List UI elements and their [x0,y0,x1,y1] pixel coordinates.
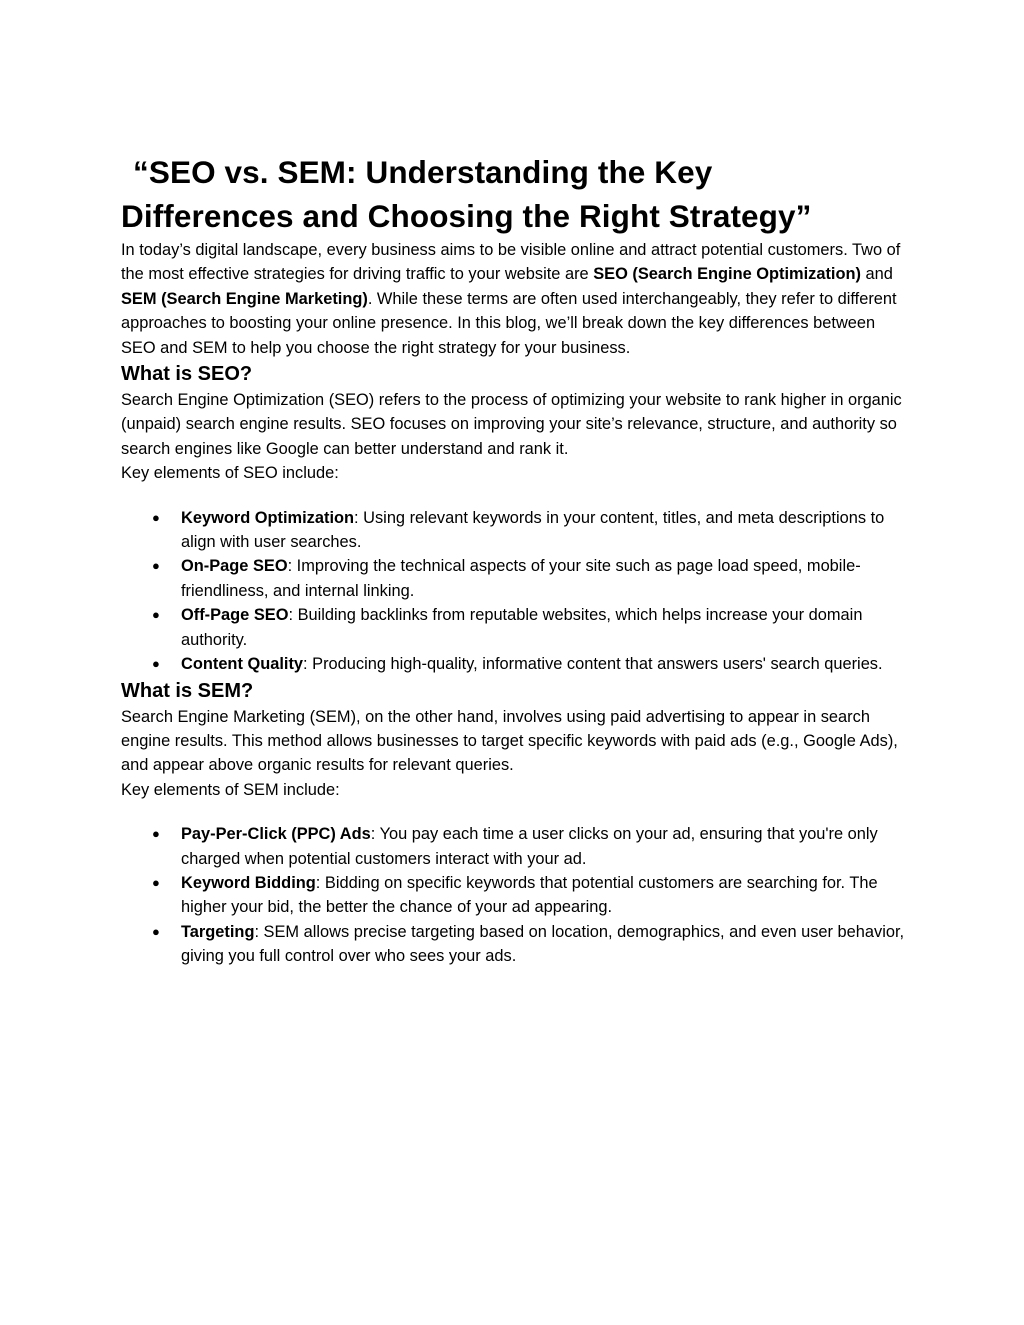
list-item-term: Pay-Per-Click (PPC) Ads [181,825,371,844]
list-item-text: : Improving the technical aspects of your site such as page load speed, mobile-friendliness, and internal linking. [181,557,861,600]
intro-text-2: and [860,265,893,284]
list-item-term: Content Quality [181,655,304,674]
list-item-text: : You pay each time a user clicks on your ad, ensuring that you're only charged when potential customers interact with your ad. [181,825,878,868]
list-item [121,920,911,969]
intro-text-1: In today’s digital landscape, every business aims to be visible online and attract potential customers. Two of the most effective strategies for driving traffic to your website are [121,241,901,284]
document-page [121,150,911,969]
bullet-icon: ● [152,874,160,890]
bullet-icon: ● [152,509,160,525]
list-item [121,871,911,920]
seo-description: Search Engine Optimization (SEO) refers to the process of optimizing your website to rank higher in organic (unpaid) search engine results. SEO focuses on improving your site’s relevance, structure, and authority so search engines like Google can better understand and rank it. [121,391,902,458]
intro-seo-term: SEO (Search Engine Optimization) [593,265,861,284]
list-item-term: On-Page SEO [181,557,288,576]
list-item [121,506,911,555]
bullet-icon: ● [152,826,160,842]
list-item [121,603,911,652]
title-line-1: “SEO vs. SEM: Understanding the Key [133,154,713,190]
bullet-icon: ● [152,558,160,574]
list-item-text: : SEM allows precise targeting based on location, demographics, and even user behavior, giving you full control over who sees your ads. [181,922,905,966]
intro-text-3: . While these terms are often used interchangeably, they refer to different approaches to boosting your online presence. In this blog, we’ll break down the key differences between SEO and SEM to help you choose the right strategy for your business. [121,289,897,357]
list-item-text: : Using relevant keywords in your content, titles, and meta descriptions to align with user searches. [181,508,885,552]
sem-elements-list [121,822,911,968]
list-item-term: Keyword Optimization [181,508,355,527]
seo-heading: What is SEO? [121,363,253,386]
list-item-text: : Bidding on specific keywords that potential customers are searching for. The higher your bid, the better the chance of your ad appearing. [181,873,878,917]
list-item [121,652,911,676]
sem-description: Search Engine Marketing (SEM), on the other hand, involves using paid advertising to appear in search engine results. This method allows businesses to target specific keywords with paid ads (e.g., Google Ads), and appear above organic results for relevant queries. [121,707,898,775]
seo-elements-list [121,506,911,677]
bullet-icon: ● [152,656,160,672]
list-item-text: : Building backlinks from reputable websites, which helps increase your domain authority. [181,606,863,649]
sem-heading: What is SEM? [121,679,254,702]
bullet-icon: ● [152,607,160,623]
list-item-term: Keyword Bidding [181,873,316,892]
title-line-2: Differences and Choosing the Right Strategy” [121,198,812,234]
intro-paragraph [121,238,911,360]
list-item-term: Targeting [181,922,255,941]
list-item [121,822,911,871]
document-title [121,150,911,238]
sem-key-elements-intro: Key elements of SEM include: [121,780,340,799]
intro-sem-term: SEM (Search Engine Marketing) [121,289,368,308]
list-item [121,554,911,603]
list-item-term: Off-Page SEO [181,606,289,625]
bullet-icon: ● [152,923,160,939]
list-item-text: : Producing high-quality, informative content that answers users' search queries. [303,655,883,674]
seo-key-elements-intro: Key elements of SEO include: [121,464,339,483]
